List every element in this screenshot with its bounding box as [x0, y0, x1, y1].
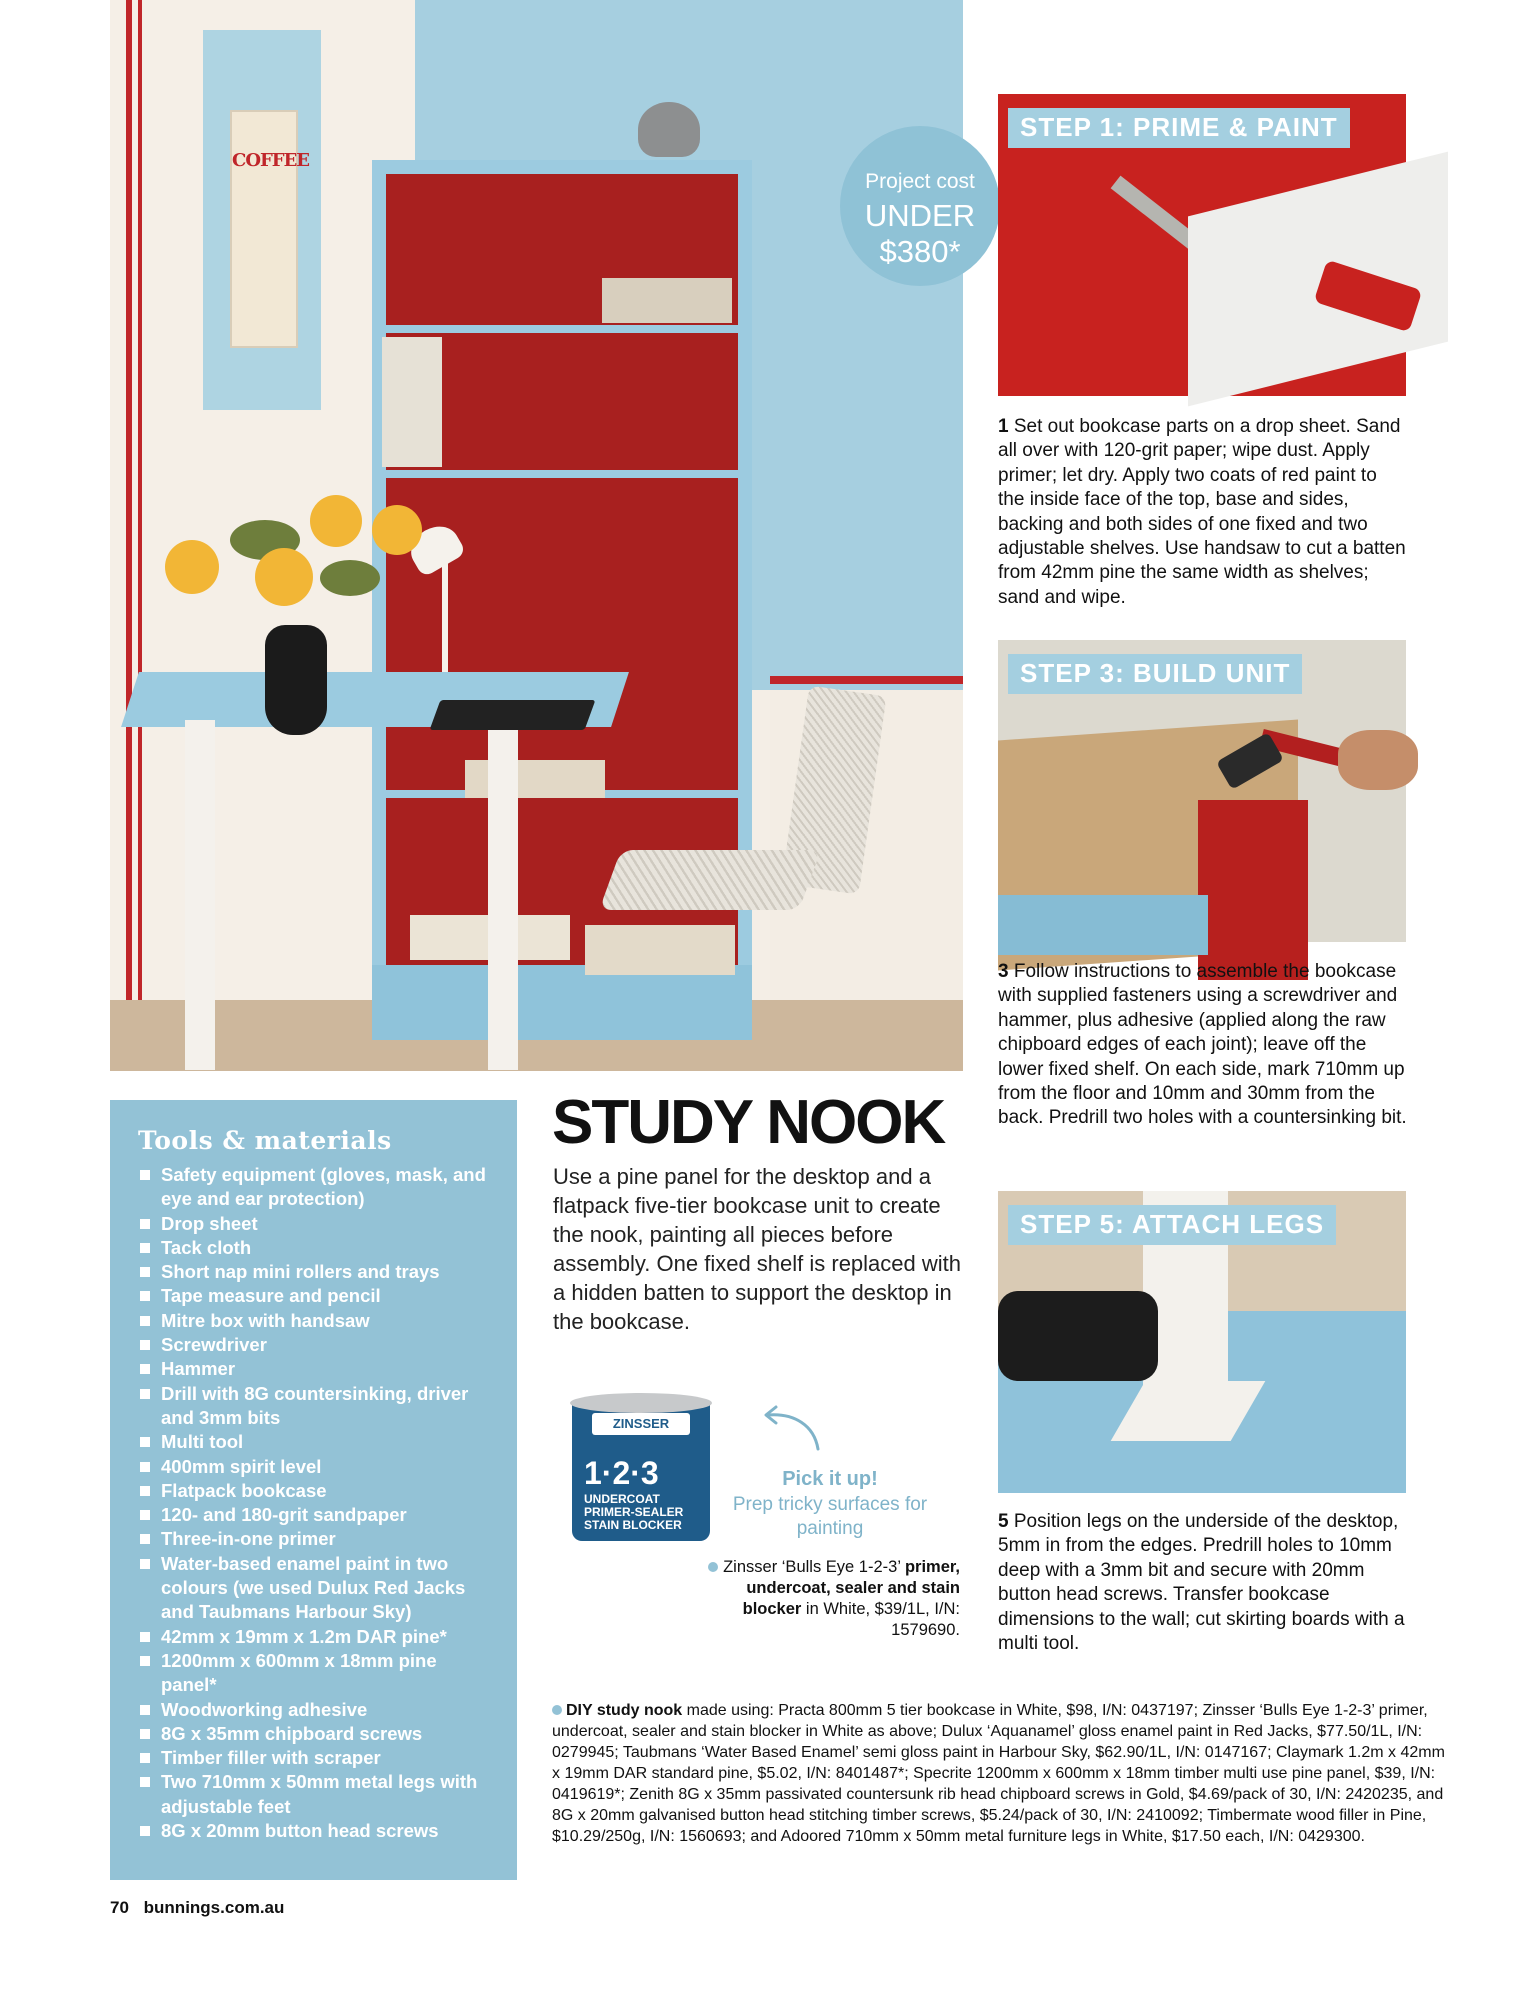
book-stack [585, 925, 735, 975]
step-1-badge: STEP 1: PRIME & PAINT [1008, 108, 1350, 148]
tools-heading: Tools & materials [138, 1126, 392, 1155]
flower [372, 505, 422, 555]
decor-vase [638, 102, 700, 157]
list-item: Hammer [138, 1357, 497, 1381]
flower-vase [265, 625, 327, 735]
list-item: Mitre box with handsaw [138, 1309, 497, 1333]
list-item: Safety equipment (gloves, mask, and eye and ear protection) [138, 1163, 497, 1212]
poster-title: COFFEE [232, 150, 310, 171]
shopping-text: made using: Practa 800mm 5 tier bookcase in White, $98, I/N: 0437197; Zinsser ‘Bulls Eye 1-2-3’ primer, undercoat, sealer and stain blocker in White as above; Dulux ‘Aquanamel’ gloss enamel paint in Red Jacks, $77.50/1L, I/N: 0279945; Taubmans ‘Water Based Enamel’ semi gloss paint in Harbour Sky, $62.90/1L, I/N: 0147167; Claymark 1.2m x 42mm x 19mm DAR standard pine, $5.02, I/N: 8401487*; Specrite 1200mm x 600mm x 18mm timber multi use pine panel, $39, I/N: 0419619*; Zenith 8G x 35mm passivated countersunk rib head chipboard screws in Gold, $4.69/pack of 30, I/N: 2420235, and 8G x 20mm galvanised button head stitching timber screws, $5.24/pack of 30, I/N: 2410092; Timbermate wood filler in Pine, $10.29/250g, I/N: 1560693; and Adoored 710mm x 50mm metal furniture legs in White, $17.50 each, I/N: 0429300. [552, 1702, 1445, 1845]
step-3-body: Follow instructions to assemble the bookcase with supplied fasteners using a screwdriver and hammer, plus adhesive (applied along the raw chipboard edges of each joint); leave off the lower fixed shelf. On each side, mark 710mm up from the floor and 10mm and 30mm from the back. Predrill two holes with a countersinking bit. [998, 961, 1407, 1129]
can-label: UNDERCOAT PRIMER-SEALER STAIN BLOCKER [584, 1492, 684, 1532]
can-brand: ZINSSER [592, 1413, 690, 1435]
list-item: Short nap mini rollers and trays [138, 1260, 497, 1284]
foliage [320, 560, 380, 596]
book-stack [602, 278, 732, 323]
flower [165, 540, 219, 594]
list-item: Drop sheet [138, 1212, 497, 1236]
list-item: Screwdriver [138, 1333, 497, 1357]
intro-paragraph: Use a pine panel for the desktop and a flatpack five-tier bookcase unit to create the nook, painting all pieces before assembly. One fixed shelf is replaced with a hidden batten to support the desktop in the bookcase. [553, 1164, 961, 1334]
pick-it-up-title: Pick it up! [782, 1468, 878, 1490]
page-number: 70 [110, 1898, 129, 1917]
hero-photo [110, 0, 976, 1071]
page-footer [110, 1898, 284, 1918]
step-5-badge: STEP 5: ATTACH LEGS [1008, 1205, 1336, 1245]
step-5-photo [998, 1191, 1406, 1493]
step-3-text [998, 960, 1408, 1131]
laptop [430, 700, 596, 730]
step-3-number: 3 [998, 961, 1009, 982]
list-item: 1200mm x 600mm x 18mm pine panel* [138, 1649, 497, 1698]
book-stack [465, 760, 605, 798]
bookcase-shelf [386, 325, 738, 333]
step-1-body: Set out bookcase parts on a drop sheet. Sand all over with 120-grit paper; wipe dust. Apply primer; let dry. Apply two coats of red paint to the inside face of the top, base and sides, backing and both sides of one fixed and two adjustable shelves. Use handsaw to cut a batten from 42mm pine the same width as shelves; sand and wipe. [998, 416, 1406, 608]
shopping-lead: DIY study nook [566, 1702, 683, 1719]
cost-under: UNDER [864, 198, 976, 233]
flower [310, 495, 362, 547]
list-item: 8G x 20mm button head screws [138, 1819, 497, 1843]
blue-edge [998, 895, 1208, 955]
step-3-photo [998, 640, 1406, 942]
list-item: Two 710mm x 50mm metal legs with adjustable feet [138, 1770, 497, 1819]
list-item: 42mm x 19mm x 1.2m DAR pine* [138, 1625, 497, 1649]
page-title: STUDY NOOK [552, 1088, 945, 1157]
step-1-photo [998, 94, 1406, 396]
list-item: Three-in-one primer [138, 1527, 497, 1551]
desk-leg [488, 720, 518, 1070]
tools-list [138, 1163, 497, 1843]
project-cost-badge [840, 126, 1000, 286]
caption-product-price: in White, $39/1L, I/N: 1579690. [801, 1600, 960, 1639]
list-item: Water-based enamel paint in two colours (we used Dulux Red Jacks and Taubmans Harbour Sky) [138, 1552, 497, 1625]
list-item: Multi tool [138, 1430, 497, 1454]
list-item: Drill with 8G countersinking, driver and 3mm bits [138, 1382, 497, 1431]
shopping-list [552, 1700, 1452, 1847]
list-item: 8G x 35mm chipboard screws [138, 1722, 497, 1746]
step-1-number: 1 [998, 416, 1009, 437]
coffee-poster [230, 110, 310, 348]
footer-website: bunnings.com.au [143, 1898, 285, 1917]
cost-amount: $380* [879, 234, 961, 269]
unpainted-panel [1188, 152, 1448, 407]
step-5-text [998, 1510, 1408, 1656]
list-item: 120- and 180-grit sandpaper [138, 1503, 497, 1527]
drill-icon [998, 1291, 1158, 1381]
list-item: Timber filler with scraper [138, 1746, 497, 1770]
tools-materials-box [110, 1100, 517, 1880]
primer-can-image [570, 1393, 712, 1543]
pick-it-up-subtitle: Prep tricky surfaces for painting [732, 1494, 928, 1539]
wall-trim [770, 676, 963, 684]
desk-leg [185, 720, 215, 1070]
red-stripe [138, 0, 142, 1071]
painted-side [1198, 800, 1308, 980]
book-stack [382, 337, 442, 467]
product-caption [700, 1557, 960, 1641]
list-item: Tack cloth [138, 1236, 497, 1260]
step-1-text [998, 415, 1408, 610]
curved-arrow-icon [756, 1405, 826, 1455]
list-item: Woodworking adhesive [138, 1698, 497, 1722]
bookcase-shelf [386, 470, 738, 478]
flower [255, 548, 313, 606]
list-item: 400mm spirit level [138, 1455, 497, 1479]
red-stripe [126, 0, 132, 1071]
caption-product-type: primer, undercoat, sealer and stain blocker [742, 1558, 960, 1618]
bookcase-base [372, 965, 752, 1040]
hand [1338, 730, 1418, 790]
list-item: Flatpack bookcase [138, 1479, 497, 1503]
caption-product-name: Zinsser ‘Bulls Eye 1-2-3’ [723, 1558, 901, 1576]
can-lid [570, 1393, 712, 1413]
lamp-stem [442, 560, 448, 680]
step-5-number: 5 [998, 1511, 1009, 1532]
list-item: Tape measure and pencil [138, 1284, 497, 1308]
cost-label: Project cost [865, 170, 975, 193]
bullet-icon [552, 1705, 562, 1715]
bullet-icon [708, 1562, 718, 1572]
leg-plate [1111, 1381, 1266, 1441]
can-logo: 1·2·3 [584, 1455, 659, 1491]
step-3-badge: STEP 3: BUILD UNIT [1008, 654, 1302, 694]
chair-seat [599, 850, 821, 910]
step-5-body: Position legs on the underside of the desktop, 5mm in from the edges. Predrill holes to 10mm deep with a 3mm bit and secure with 20mm button head screws. Transfer bookcase dimensions to the wall; cut skirting boards with a multi tool. [998, 1511, 1405, 1655]
